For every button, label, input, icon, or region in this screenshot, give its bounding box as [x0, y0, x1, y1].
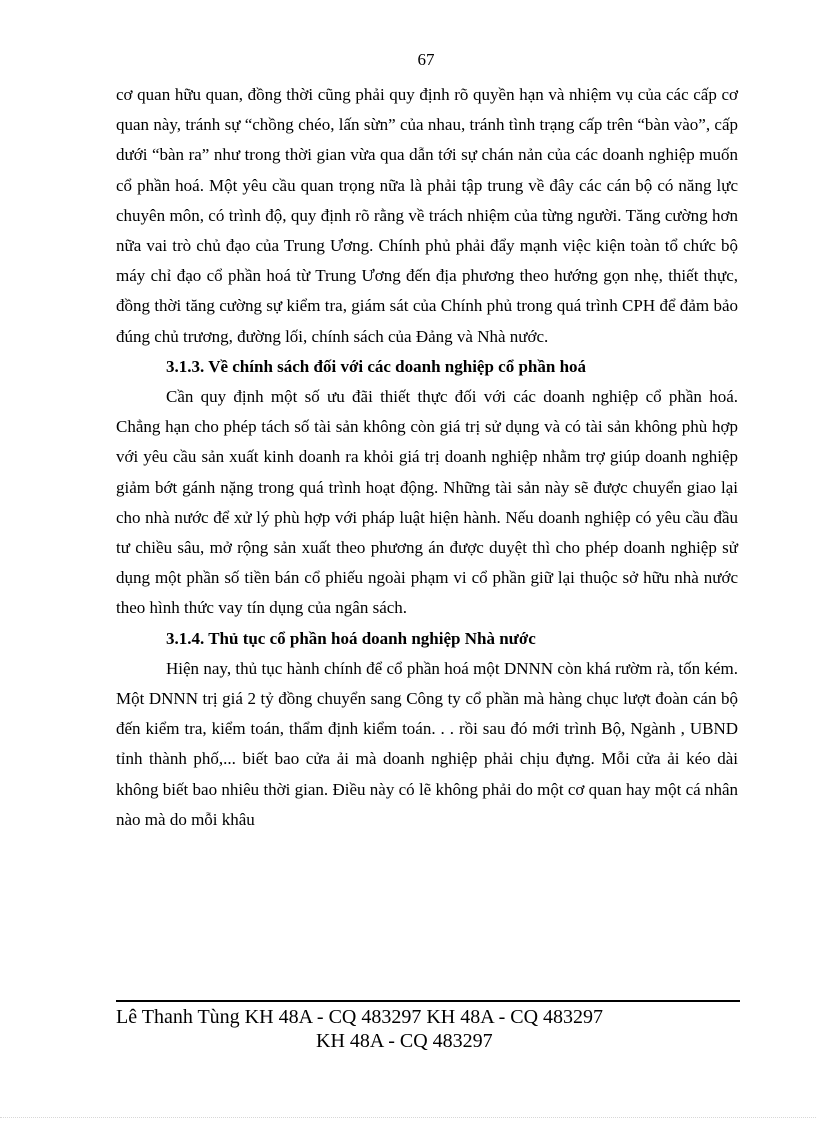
page-number: 67 — [417, 50, 435, 69]
paragraph-continued: cơ quan hữu quan, đồng thời cũng phải quy định rõ quyền hạn và nhiệm vụ của các cấp cơ quan này, tránh sự “chồng chéo, lấn sừn” của nhau, tránh tình trạng cấp trên “bàn vào”, cấp dưới “bàn ra” như trong thời gian vừa qua dẫn tới sự chán nản của các doanh nghiệp muốn cổ phần hoá. Một yêu cầu quan trọng nữa là phải tập trung về đây các cán bộ có năng lực chuyên môn, có trình độ, quy định rõ rằng về trách nhiệm của từng người. Tăng cường hơn nữa vai trò chủ đạo của Trung Ương. Chính phủ phải đẩy mạnh việc kiện toàn tổ chức bộ máy chỉ đạo cổ phần hoá từ Trung Ương đến địa phương theo hướng gọn nhẹ, thiết thực, đồng thời tăng cường sự kiểm tra, giám sát của Chính phủ trong quá trình CPH để đảm bảo đúng chủ trương, đường lối, chính sách của Đảng và Nhà nước. — [116, 85, 738, 346]
paragraph-policy: Cần quy định một số ưu đãi thiết thực đối với các doanh nghiệp cổ phần hoá. Chẳng hạn cho phép tách số tài sản không còn giá trị sử dụng và có tài sản không phù hợp với yêu cầu sản xuất kinh doanh ra khỏi giá trị doanh nghiệp nhằm trợ giúp doanh nghiệp giảm bớt gánh nặng trong quá trình hoạt động. Những tài sản này sẽ được chuyển giao lại cho nhà nước để xử lý phù hợp với pháp luật hiện hành. Nếu doanh nghiệp có yêu cầu đầu tư chiều sâu, mở rộng sản xuất theo phương án được duyệt thì cho phép doanh nghiệp sử dụng một phần số tiền bán cổ phiếu ngoài phạm vi cổ phần giữ lại thuộc sở hữu nhà nước theo hình thức vay tín dụng của ngân sách. — [116, 387, 738, 618]
document-body — [116, 80, 738, 835]
paragraph-procedure: Hiện nay, thủ tục hành chính để cổ phần hoá một DNNN còn khá rườm rà, tốn kém. Một DNNN trị giá 2 tỷ đồng chuyển sang Công ty cổ phần mà hàng chục lượt đoàn cán bộ đến kiểm tra, kiểm toán, thẩm định kiểm toán. . . rồi sau đó mới trình Bộ, Ngành , UBND tỉnh thành phố,... biết bao cửa ải mà doanh nghiệp phải chịu đựng. Mỗi cửa ải kéo dài không biết bao nhiêu thời gian. Điều này có lẽ không phải do một cơ quan hay một cá nhân nào mà do mỗi khâu — [116, 658, 738, 829]
section-heading-3-1-4: 3.1.4. Thủ tục cổ phần hoá doanh nghiệp Nhà nước — [166, 628, 536, 648]
footer-author-line: Lê Thanh Tùng KH 48A - CQ 483297 KH 48A - CQ 483297 — [116, 1006, 604, 1028]
page-footer — [116, 1005, 756, 1053]
page-edge-divider — [0, 1117, 816, 1118]
footer-divider — [116, 1000, 740, 1002]
section-heading-3-1-3: 3.1.3. Về chính sách đối với các doanh nghiệp cổ phần hoá — [166, 356, 587, 376]
footer-class-line: KH 48A - CQ 483297 — [316, 1030, 493, 1052]
